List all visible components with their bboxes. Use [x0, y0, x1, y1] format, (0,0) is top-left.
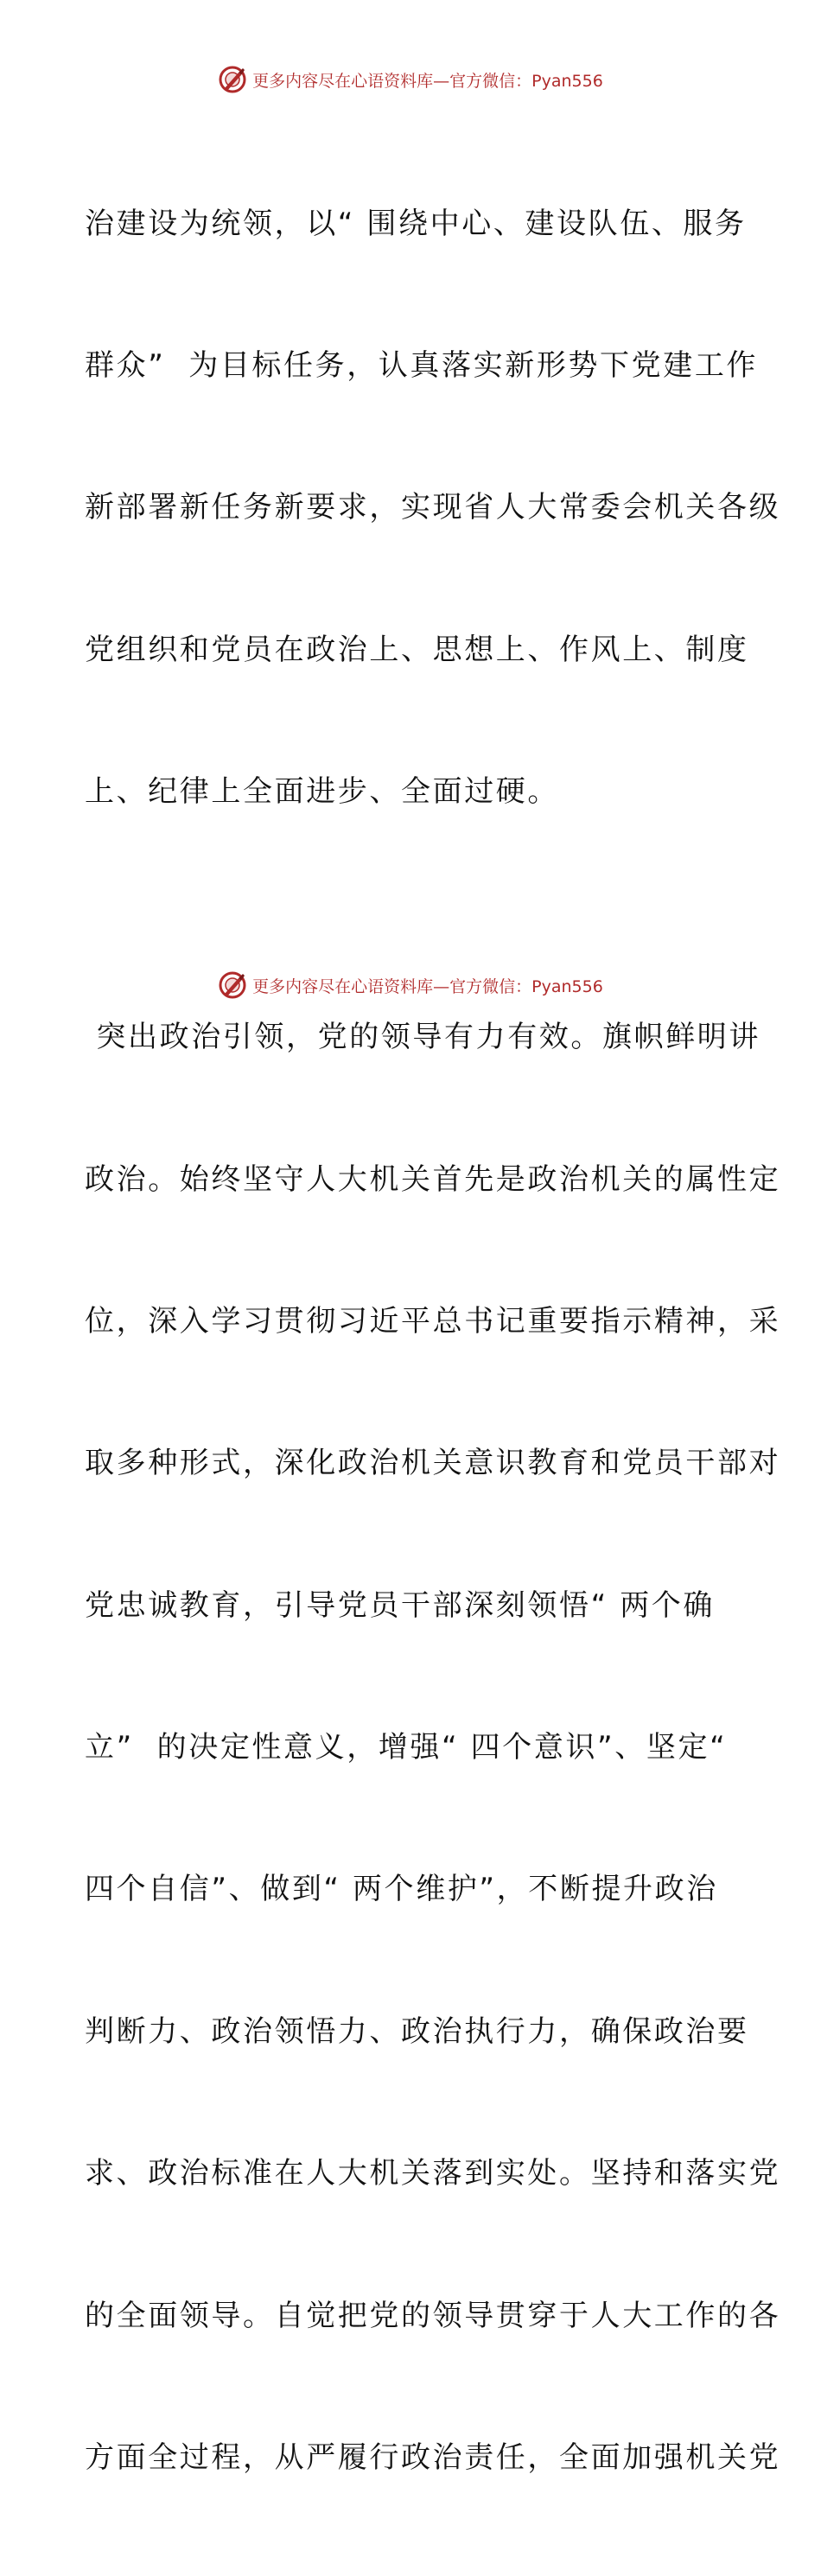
- text-line: 党组织和党员在政治上、思想上、作风上、制度: [85, 632, 749, 667]
- text-line: 求、政治标准在人大机关落到实处。坚持和落实党: [85, 2156, 781, 2191]
- text-line: 突出政治引领，党的领导有力有效。旗帜鲜明讲: [85, 1020, 761, 1055]
- document-body: [85, 105, 781, 2576]
- paragraph-1: [85, 105, 781, 911]
- footer-banner-handle: Pyan556: [531, 976, 603, 996]
- text-line: 四个自信”、做到“ 两个维护”，不断提升政治: [85, 1872, 718, 1907]
- text-line: 立” 的决定性意义，增强“ 四个意识”、坚定“: [85, 1730, 728, 1765]
- pen-logo-icon: [218, 970, 247, 1000]
- header-banner: [0, 62, 821, 97]
- text-line: 的全面领导。自觉把党的领导贯穿于人大工作的各: [85, 2298, 781, 2333]
- header-banner-handle: Pyan556: [531, 71, 603, 91]
- text-line: 上、纪律上全面进步、全面过硬。: [85, 774, 559, 810]
- text-line: 治建设为统领，以“ 围绕中心、建设队伍、服务: [85, 206, 747, 241]
- text-line: 方面全过程，从严履行政治责任，全面加强机关党: [85, 2440, 781, 2476]
- text-line: 群众” 为目标任务，认真落实新形势下党建工作: [85, 347, 759, 383]
- footer-banner-text: 更多内容尽在心语资料库—官方微信：Pyan556: [252, 976, 603, 996]
- text-line: 位，深入学习贯彻习近平总书记重要指示精神，采: [85, 1303, 781, 1339]
- text-line: 新部署新任务新要求，实现省人大常委会机关各级: [85, 490, 781, 525]
- footer-banner: [0, 968, 821, 1002]
- header-banner-text: 更多内容尽在心语资料库—官方微信：Pyan556: [252, 71, 603, 91]
- paragraph-2: [85, 919, 781, 2576]
- pen-logo-icon: [218, 65, 247, 94]
- text-line: 判断力、政治领悟力、政治执行力，确保政治要: [85, 2013, 749, 2049]
- text-line: 党忠诚教育，引导党员干部深刻领悟“ 两个确: [85, 1587, 716, 1623]
- text-line: 政治。始终坚守人大机关首先是政治机关的属性定: [85, 1161, 781, 1197]
- text-line: 取多种形式，深化政治机关意识教育和党员干部对: [85, 1446, 781, 1481]
